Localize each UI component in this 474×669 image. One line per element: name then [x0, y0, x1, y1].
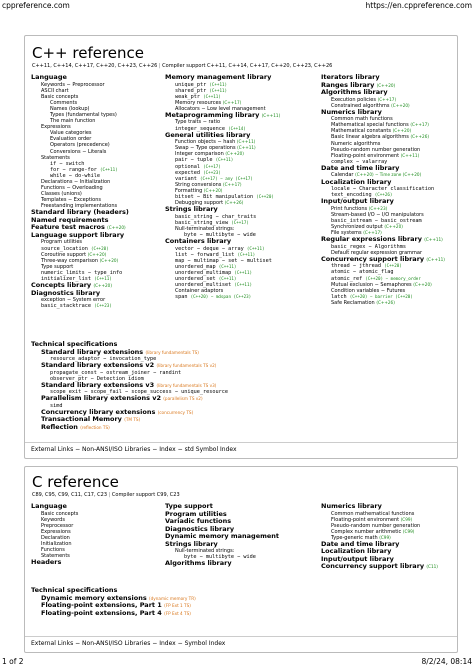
item-label: Standard library extensions v3: [41, 380, 155, 389]
item-label: Functions − Overloading: [41, 185, 103, 192]
item-label: Keywords − Preprocessor: [41, 81, 105, 88]
item-label: Regular expressions library: [321, 235, 422, 244]
section-heading[interactable]: [321, 165, 457, 173]
item-label: Type-generic math: [331, 534, 378, 541]
item-label: Localization library: [321, 177, 392, 186]
item-label: Concurrency support library: [321, 254, 425, 263]
print-date: 8/2/24, 08:14: [421, 657, 472, 666]
item-label: unordered_multimap: [175, 269, 232, 276]
item-label: Strings library: [165, 539, 218, 548]
item-label: Types (fundamental types): [50, 111, 117, 118]
c-compiler-support[interactable]: Compiler support C99, C23: [111, 492, 180, 498]
ts-tag: (TM TS): [124, 417, 141, 423]
item-label: exception − System error: [41, 297, 106, 304]
version-tag: (C++20): [225, 151, 244, 157]
item-label: Constrained algorithms: [331, 102, 390, 109]
item-label: Freestanding implementations: [41, 203, 118, 210]
item-label: Basic concepts: [41, 510, 79, 517]
section-heading[interactable]: [31, 232, 169, 240]
cpp-versions[interactable]: C++11, C++14, C++17, C++20, C++23, C++26: [32, 63, 158, 69]
item-label: Named requirements: [31, 215, 109, 224]
item-label: Comments: [50, 99, 78, 106]
version-tag: (C99): [400, 516, 413, 522]
version-tag: (C++11): [218, 263, 237, 269]
item-label: Input/output library: [321, 197, 394, 206]
item-label: Container adaptors: [175, 288, 224, 295]
item-label: Date and time library: [321, 163, 400, 172]
c-technical-specs: [31, 587, 451, 617]
item-label: Parallelism library extensions v2: [41, 394, 162, 403]
version-tag: (C++20): [90, 245, 109, 251]
item-label: String conversions: [175, 181, 222, 188]
item-label: Concurrency support library: [321, 562, 425, 571]
section-heading[interactable]: [165, 74, 315, 82]
version-tag: (C++20): [107, 225, 126, 231]
item-label: Strings library: [165, 205, 218, 214]
c-title[interactable]: C reference: [32, 473, 119, 491]
version-tag: (C++11): [424, 237, 443, 243]
c-col-3: [321, 503, 457, 571]
version-tag: (C99): [402, 528, 415, 534]
item-label: pair − tuple: [175, 157, 213, 164]
section-heading[interactable]: [321, 89, 457, 97]
item-label: for − range-for: [50, 166, 97, 173]
section-heading[interactable]: [31, 349, 451, 357]
item-label: Program utilities: [165, 509, 227, 518]
version-tag: (C++20) − Time zone (C++20): [355, 172, 422, 178]
item-label: complex − valarray: [331, 158, 388, 165]
version-tag: (C++11): [209, 87, 228, 93]
section-heading[interactable]: [321, 563, 457, 571]
item-label: Null-terminated strings:: [175, 548, 235, 554]
item-label: bitset − Bit manipulation: [175, 194, 254, 200]
ts-tag: (concurrency TS): [157, 409, 194, 415]
item-label: Mathematical special functions: [331, 122, 409, 129]
item-label: Null-terminated strings:: [175, 225, 235, 232]
item-label: Date and time library: [321, 539, 400, 548]
item-label: thread − jthread: [331, 263, 381, 270]
item-label: integer_sequence: [175, 125, 225, 132]
item-label: Keywords: [41, 516, 65, 523]
version-tag: (C++20): [384, 224, 403, 229]
version-tag: (C++26): [410, 134, 430, 140]
item-label: optional: [175, 163, 200, 170]
version-tag: (C++20): [376, 82, 396, 88]
version-tag: (C++17): [203, 163, 221, 169]
version-tag: (C++11): [237, 251, 256, 257]
item-label: Pseudo-random number generation: [331, 522, 421, 529]
section-heading[interactable]: [165, 206, 315, 214]
item-label: Common math functions: [331, 116, 393, 123]
ts-tag: (reflection TS): [80, 424, 110, 430]
separator: |: [108, 492, 111, 498]
item-label: basic_string − char_traits: [175, 213, 257, 220]
version-tag: (C++23): [94, 303, 112, 309]
item-label: Language: [31, 73, 67, 81]
item-label: if − switch: [50, 160, 85, 167]
item-label: Dynamic memory management: [165, 532, 280, 540]
item-label: unordered_set: [175, 276, 216, 283]
divider: [25, 442, 457, 443]
item-label: Algorithms library: [165, 559, 232, 568]
item-label: Type traits − ratio: [175, 119, 221, 126]
item-label: Allocators − Low level management: [175, 105, 266, 112]
item-label: Complex number arithmetic: [331, 528, 402, 535]
item-label: Expressions: [41, 124, 71, 131]
item-label: unordered_map: [175, 263, 216, 270]
ts-tag: (library fundamentals TS): [145, 349, 199, 355]
item-label: variant: [175, 175, 197, 182]
item-label: Statements: [41, 553, 70, 560]
item-label: Operators (precedence): [50, 142, 110, 149]
item-label: Algorithms library: [321, 88, 388, 96]
item-label: Basic concepts: [41, 93, 79, 100]
item-label: Preprocessor: [41, 522, 74, 529]
item-label: Floating-point environment: [331, 516, 400, 523]
version-tag: (C99): [379, 534, 391, 540]
c-col-2: [165, 503, 315, 568]
item-label: Condition variables − Futures: [331, 287, 406, 294]
cpp-subtitle: [32, 62, 332, 70]
version-tag: (C++20): [99, 257, 119, 263]
item-label: Floating-point extensions, Part 1: [41, 601, 162, 609]
version-tag: (C++11): [215, 157, 234, 163]
item-label: Default regular expression grammar: [331, 249, 423, 256]
version-tag: (C++11): [234, 282, 252, 288]
item-label: observer_ptr − Detection idiom: [50, 375, 144, 382]
version-tag: (C++11): [234, 269, 252, 275]
item-label: Variadic functions: [165, 517, 232, 525]
item-label: Mutual exclusion − Semaphores: [331, 281, 412, 288]
print-footer: [2, 656, 472, 667]
item-label: Numerics library: [321, 502, 382, 510]
version-tag: (C++17): [222, 99, 242, 105]
list-item[interactable]: [321, 300, 457, 306]
divider: [25, 636, 457, 637]
item-label: source_location: [41, 245, 88, 252]
version-tag: (C++20): [391, 102, 410, 108]
item-label: Execution policies: [331, 96, 376, 103]
version-tag: (C++20): [256, 194, 274, 199]
item-label: Floating-point extensions, Part 4: [41, 608, 162, 617]
cpp-col-3: [321, 74, 457, 306]
version-tag: (C++17): [223, 181, 242, 187]
item-label: basic_stacktrace: [41, 303, 91, 310]
item-label: list − forward_list: [175, 251, 235, 258]
item-label: basic_string_view: [175, 219, 229, 226]
section-heading[interactable]: [31, 362, 451, 370]
item-label: weak_ptr: [175, 93, 200, 100]
item-label: Concepts library: [31, 281, 92, 290]
version-tag: (C11): [426, 564, 438, 570]
item-label: initializer_list: [41, 276, 91, 283]
section-heading[interactable]: [165, 132, 315, 140]
item-label: Functions: [41, 547, 65, 554]
version-tag: (C++11): [246, 245, 265, 251]
version-tag: (C++20) − memory_order: [365, 275, 421, 281]
item-label: Function objects − hash: [175, 139, 236, 146]
item-label: Expressions: [41, 528, 71, 535]
item-label: Standard library (headers): [31, 208, 129, 217]
item-label: Formatting: [175, 187, 203, 194]
item-label: Localization library: [321, 547, 392, 556]
section-heading[interactable]: [31, 503, 161, 511]
ts-tag: (parallelism TS v2): [163, 396, 203, 402]
c-versions[interactable]: C89, C95, C99, C11, C17, C23: [32, 492, 108, 498]
item-label: Memory management library: [165, 73, 272, 81]
version-tag: (C++17): [377, 96, 397, 102]
item-label: Language: [31, 502, 67, 510]
version-tag: (C++26): [376, 299, 395, 305]
item-label: Numerics library: [321, 107, 382, 116]
version-tag: (C++17): [363, 230, 382, 236]
item-label: basic_regex − Algorithms: [331, 243, 406, 250]
item-label: Calendar: [331, 172, 354, 179]
item-label: Pseudo-random number generation: [331, 146, 421, 153]
page-url[interactable]: https://en.cppreference.com: [365, 1, 472, 10]
item-label: Stream-based I/O − I/O manipulators: [331, 211, 424, 218]
item-label: Transactional Memory: [41, 415, 122, 424]
item-label: Concurrency library extensions: [41, 407, 156, 416]
item-label: basic_istream − basic_ostream: [331, 217, 422, 224]
item-label: Dynamic memory extensions: [41, 593, 147, 602]
version-tag: (C++20) − barrier (C++20): [349, 293, 413, 299]
item-label: Conversions − Literals: [50, 148, 107, 155]
item-label: ASCII chart: [41, 87, 69, 94]
item-label: Initialization: [41, 540, 72, 547]
section-heading[interactable]: [31, 74, 169, 82]
item-label: Templates − Exceptions: [41, 197, 101, 204]
item-label: scope_exit − scope_fail − scope_success − unique_resource: [50, 389, 229, 396]
version-tag: (C++20): [413, 281, 432, 287]
section-heading[interactable]: [165, 560, 315, 568]
version-tag: (C++11): [218, 276, 237, 282]
section-heading[interactable]: [31, 416, 451, 424]
item-label: Print functions: [331, 205, 368, 212]
ts-tag: (library fundamentals TS v3): [156, 382, 217, 388]
list-item[interactable]: [165, 294, 315, 300]
cpp-reference-box: [24, 35, 458, 459]
item-label: Type support: [165, 502, 213, 510]
item-label: Input/output library: [321, 554, 394, 563]
item-label: byte − multibyte − wide: [184, 554, 256, 561]
version-tag: (C++20): [384, 263, 402, 269]
section-heading[interactable]: [321, 109, 457, 117]
item-label: Technical specifications: [31, 586, 118, 594]
item-label: Integer comparison: [175, 151, 224, 158]
version-tag: (C++11): [261, 112, 281, 118]
version-tag: (C++17): [231, 219, 249, 225]
item-label: unordered_multiset: [175, 282, 232, 289]
item-label: Debugging support: [175, 200, 224, 207]
item-label: vector − deque − array: [175, 245, 244, 252]
item-label: resource_adaptor − invocation_type: [50, 356, 157, 362]
section-heading[interactable]: [31, 610, 451, 618]
item-label: Names (lookup): [50, 105, 90, 112]
item-label: Headers: [31, 558, 62, 567]
item-label: expected: [175, 169, 200, 176]
version-tag: (C++23): [203, 169, 221, 175]
section-heading[interactable]: [321, 236, 457, 244]
item-label: while − do-while: [50, 172, 100, 179]
version-tag: (C++17): [410, 122, 429, 128]
item-label: Memory resources: [175, 99, 222, 106]
c-reference-box: [24, 466, 458, 653]
item-label: atomic − atomic_flag: [331, 269, 394, 276]
item-label: Diagnostics library: [165, 524, 235, 533]
section-heading[interactable]: [165, 238, 315, 246]
version-tag: (C++11): [236, 139, 256, 145]
item-label: simd: [50, 402, 63, 409]
version-tag: (C++23): [368, 205, 388, 211]
item-label: Metaprogramming library: [165, 110, 260, 119]
item-label: Language support library: [31, 230, 125, 239]
version-tag: (C++20): [93, 283, 112, 289]
section-heading[interactable]: [321, 256, 457, 264]
ts-tag: (dynamic memory TR): [148, 595, 196, 601]
item-label: shared_ptr: [175, 87, 207, 94]
item-label: Basic linear algebra algorithms: [331, 134, 409, 141]
section-heading[interactable]: [31, 395, 451, 403]
item-label: Diagnostics library: [31, 288, 101, 297]
item-label: Value categories: [50, 130, 92, 137]
ts-tag: (library fundamentals TS v2): [156, 363, 217, 369]
section-heading[interactable]: [31, 424, 451, 432]
item-label: Program utilities: [41, 239, 83, 246]
item-label: byte − multibyte − wide: [184, 231, 256, 238]
version-tag: (C++11): [209, 81, 228, 87]
item-label: Statements: [41, 154, 70, 161]
separator: |: [158, 63, 161, 69]
section-heading[interactable]: [31, 382, 451, 390]
print-header: [2, 1, 472, 11]
item-label: locale − Character classification: [331, 186, 435, 193]
cpp-footer-links[interactable]: External Links − Non-ANSI/ISO Libraries − Index − std Symbol Index: [31, 446, 237, 453]
item-label: Standard library extensions v2: [41, 361, 155, 370]
item-label: unique_ptr: [175, 81, 207, 88]
cpp-title[interactable]: C++ reference: [32, 44, 145, 62]
section-heading[interactable]: [165, 112, 315, 120]
ts-tag: (FP Ext 4 TS): [164, 610, 191, 616]
item-label: Floating-point environment: [331, 152, 400, 159]
version-tag: (C++20): [87, 251, 107, 257]
item-label: Evaluation order: [50, 136, 92, 143]
item-label: General utilities library: [165, 130, 251, 139]
item-label: Standard library extensions: [41, 347, 144, 356]
item-label: Safe Reclamation: [331, 299, 375, 306]
item-label: Swap − Type operations: [175, 145, 236, 152]
item-label: File systems: [331, 230, 362, 237]
version-tag: (C++26): [224, 200, 244, 206]
section-heading[interactable]: [321, 503, 457, 511]
version-tag: (C++11): [94, 276, 112, 282]
item-label: Numeric algorithms: [331, 140, 381, 147]
item-label: Declaration: [41, 534, 70, 541]
item-label: map − multimap − set − multiset: [175, 257, 272, 264]
c-col-1: [31, 503, 161, 567]
item-label: Coroutine support: [41, 251, 87, 258]
version-tag: (C++20): [392, 128, 412, 134]
item-label: Type support: [41, 263, 74, 270]
item-label: Feature test macros: [31, 223, 105, 232]
item-label: propagate_const − ostream_joiner − randint: [50, 369, 182, 376]
site-name[interactable]: cppreference.com: [2, 1, 70, 10]
item-label: Technical specifications: [31, 340, 118, 348]
item-label: numeric_limits − type_info: [41, 269, 123, 276]
item-label: Common mathematical functions: [331, 510, 415, 517]
item-label: latch: [331, 293, 347, 300]
version-tag: (C++26): [374, 192, 393, 198]
item-label: atomic_ref: [331, 275, 363, 282]
list-item[interactable]: [31, 303, 169, 309]
item-label: The main function: [50, 118, 96, 125]
version-tag: (C++20): [203, 187, 223, 193]
item-label: Declarations − Initialization: [41, 179, 111, 185]
cpp-col-1: [31, 74, 169, 309]
version-tag: (C++17) − any (C++17): [200, 175, 253, 181]
section-heading[interactable]: [31, 559, 161, 567]
cpp-col-2: [165, 74, 315, 300]
section-heading[interactable]: [321, 198, 457, 206]
item-label: span: [175, 294, 188, 301]
version-tag: (C++14): [228, 125, 246, 131]
item-label: Classes (unions): [41, 191, 82, 198]
section-heading[interactable]: [321, 179, 457, 187]
version-tag: (C++11): [237, 145, 256, 151]
cpp-compiler-support[interactable]: Compiler support C++11, C++14, C++17, C++20, C++23, C++26: [162, 63, 333, 69]
c-footer-links[interactable]: External Links − Non-ANSI/ISO Libraries − Index − Symbol Index: [31, 640, 226, 647]
item-label: Synchronized output: [331, 224, 383, 230]
cpp-technical-specs: [31, 341, 451, 431]
item-label: Mathematical constants: [331, 128, 391, 135]
item-label: text_encoding: [331, 192, 372, 199]
item-label: Ranges library: [321, 80, 375, 89]
version-tag: (C++11): [426, 256, 445, 262]
item-label: Containers library: [165, 237, 232, 246]
version-tag: (C++20) − mdspan (C++23): [190, 294, 252, 300]
section-heading[interactable]: [31, 290, 169, 298]
section-heading[interactable]: [165, 541, 315, 549]
version-tag: (C++11): [400, 152, 420, 158]
version-tag: (C++11): [203, 93, 221, 99]
version-tag: (C++11): [99, 166, 118, 172]
c-subtitle: [32, 491, 180, 499]
item-label: Reflection: [41, 422, 78, 431]
page-number: 1 of 2: [2, 657, 24, 666]
ts-tag: (FP Ext 1 TS): [164, 603, 191, 608]
item-label: Iterators library: [321, 73, 380, 81]
item-label: Three-way comparison: [41, 257, 99, 264]
